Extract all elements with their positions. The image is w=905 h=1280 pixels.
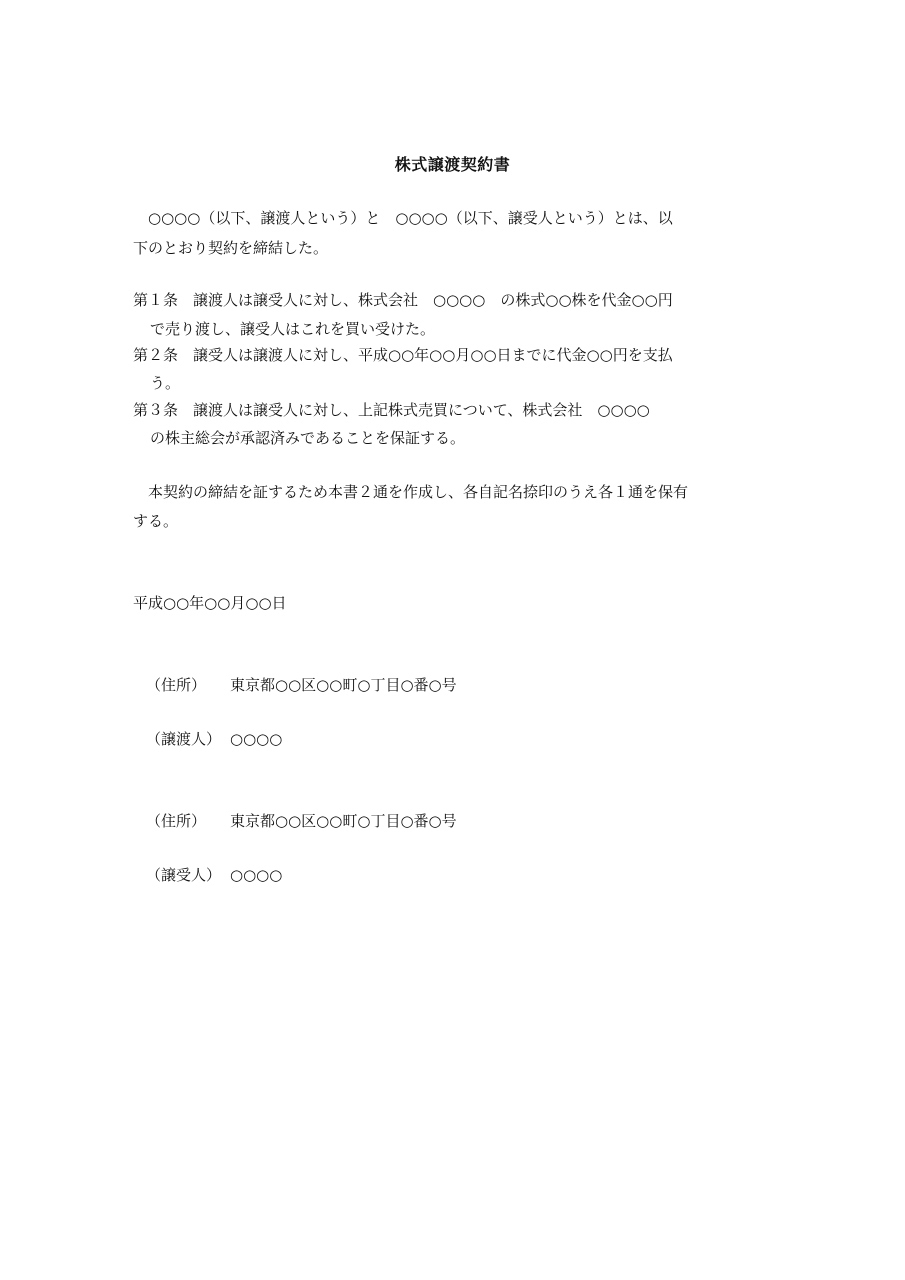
- article-1-line-1: 第１条 譲渡人は譲受人に対し、株式会社 ○○○○ の株式○○株を代金○○円: [133, 291, 673, 309]
- party-2-role-label: （譲受人）: [146, 866, 222, 884]
- article-3-line-2: の株主総会が承認済みであることを保証する。: [150, 429, 466, 447]
- intro-line-2: 下のとおり契約を締結した。: [133, 239, 329, 257]
- intro-line-1: ○○○○（以下、譲渡人という）と ○○○○（以下、譲受人という）とは、以: [133, 209, 673, 227]
- article-3-line-1: 第３条 譲渡人は譲受人に対し、上記株式売買について、株式会社 ○○○○: [133, 401, 650, 419]
- party-2-name: ○○○○: [230, 866, 283, 884]
- closing-line-1: 本契約の締結を証するため本書２通を作成し、各自記名捺印のうえ各１通を保有: [133, 483, 689, 501]
- party-2-address: 東京都○○区○○町○丁目○番○号: [230, 812, 457, 830]
- party-2-address-label: （住所）: [146, 812, 207, 830]
- party-1-address-label: （住所）: [146, 676, 207, 694]
- party-1-role-label: （譲渡人）: [146, 730, 222, 748]
- party-1-address: 東京都○○区○○町○丁目○番○号: [230, 676, 457, 694]
- article-2-line-2: う。: [150, 374, 181, 392]
- party-1-name: ○○○○: [230, 730, 283, 748]
- article-1-line-2: で売り渡し、譲受人はこれを買い受けた。: [150, 320, 436, 338]
- contract-date: 平成○○年○○月○○日: [133, 594, 287, 612]
- closing-line-2: する。: [133, 512, 179, 530]
- document-title: 株式譲渡契約書: [394, 155, 511, 174]
- article-2-line-1: 第２条 譲受人は譲渡人に対し、平成○○年○○月○○日までに代金○○円を支払: [133, 346, 673, 364]
